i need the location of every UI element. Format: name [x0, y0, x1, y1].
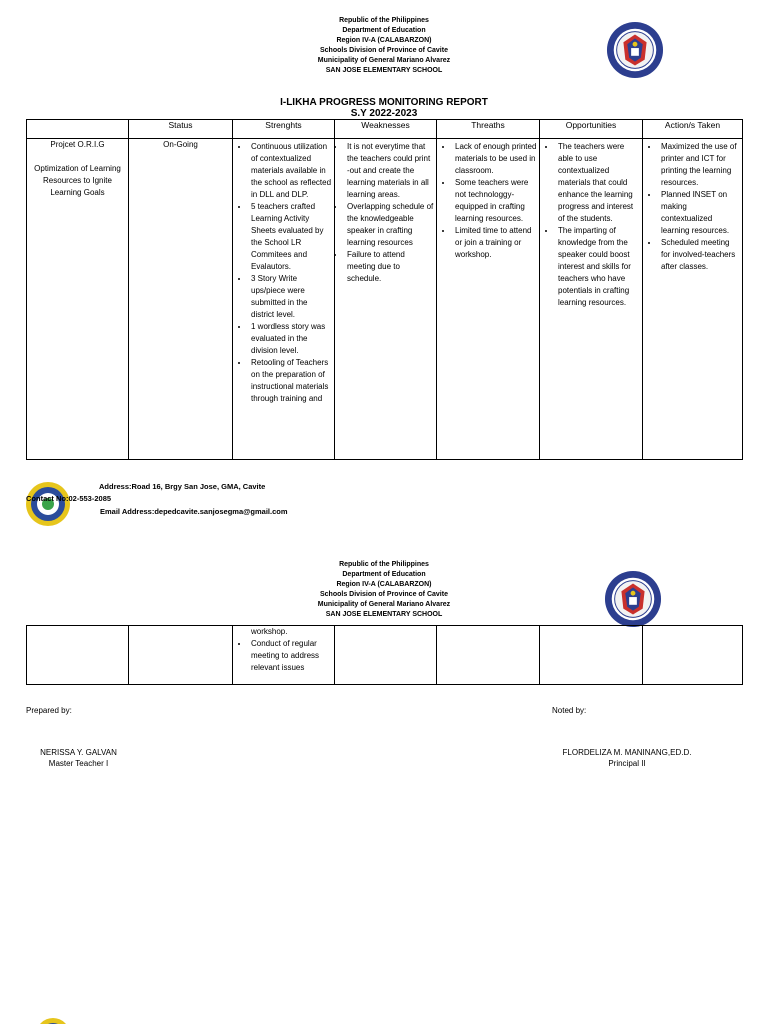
letterhead-line: SAN JOSE ELEMENTARY SCHOOL	[325, 67, 443, 74]
table-header-row	[27, 120, 743, 139]
letterhead-line: Municipality of General Mariano Alvarez	[317, 601, 451, 608]
school-year: S.Y 2022-2023	[350, 108, 418, 119]
list-item: • Maximized the use of printer and ICT for printing the learning resources.	[659, 141, 740, 189]
actions-cell	[643, 626, 743, 685]
letterhead-line: Schools Division of Province of Cavite	[320, 47, 448, 54]
list-item: • Conduct of regular meeting to address relevant issues	[249, 638, 332, 674]
list-item: • Planned INSET on making contextualized learning resources.	[659, 189, 740, 237]
list-item: • Some teachers were not technologgy-equipped in crafting learning resources.	[453, 177, 537, 225]
strengths-cell	[233, 626, 335, 685]
project-name: Projcet O.R.I.G	[50, 140, 105, 149]
prepared-title: Master Teacher I	[48, 759, 109, 768]
list-item: • Failure to attend meeting due to schedule.	[345, 249, 434, 285]
letterhead-line: Region IV-A (CALABARZON)	[336, 581, 432, 588]
progress-table	[26, 119, 743, 460]
column-header: Opportunities	[540, 120, 643, 139]
list-item: • 3 Story Write ups/piece were submitted in the district level.	[249, 273, 332, 321]
letterhead-line: Republic of the Philippines	[339, 561, 429, 568]
column-header: Action/s Taken	[643, 120, 743, 139]
letterhead-line: Republic of the Philippines	[339, 17, 429, 24]
actions-cell	[643, 139, 743, 460]
strengths-cell	[233, 139, 335, 460]
progress-table-continued	[26, 625, 743, 685]
threats-cell	[437, 626, 540, 685]
deped-seal-icon	[606, 21, 664, 79]
list-item: • Overlapping schedule of the knowledgeable speaker in crafting learning resources	[345, 201, 434, 249]
opportunities-cell	[540, 626, 643, 685]
list-item: • The imparting of knowledge from the speaker could boost interest and skills for teachers who have potentials in crafting learning resources.	[556, 225, 640, 309]
weaknesses-cell	[335, 626, 437, 685]
table-row	[27, 626, 743, 685]
prepared-by-label: Prepared by:	[26, 706, 72, 715]
noted-name: FLORDELIZA M. MANINANG,ED.D.	[562, 748, 692, 757]
project-cell	[27, 626, 129, 685]
opportunities-cell	[540, 139, 643, 460]
noted-title: Principal II	[608, 759, 646, 768]
list-item: • The teachers were able to use contextualized materials that could enhance the learning progress and interest of the students.	[556, 141, 640, 225]
letterhead-line: Region IV-A (CALABARZON)	[336, 37, 432, 44]
project-description: Optimization of Learning Resources to Ignite Learning Goals	[34, 164, 121, 197]
noted-by-label: Noted by:	[552, 706, 587, 715]
table-row	[27, 139, 743, 460]
list-item: • Continuous utilization of contextualized materials available in the school as reflected in DLL and DLP.	[249, 141, 332, 201]
column-header: Weaknesses	[335, 120, 437, 139]
letterhead-line: SAN JOSE ELEMENTARY SCHOOL	[325, 611, 443, 618]
letterhead-line: Schools Division of Province of Cavite	[320, 591, 448, 598]
column-header	[27, 120, 129, 139]
list-item: • Retooling of Teachers on the preparation of instructional materials through training and	[249, 357, 332, 405]
status-cell	[129, 626, 233, 685]
footer-address: Address:Road 16, Brgy San Jose, GMA, Cavite	[99, 482, 266, 491]
report-title: I-LIKHA PROGRESS MONITORING REPORT	[280, 97, 488, 108]
letterhead-line: Department of Education	[342, 571, 426, 578]
list-item: • Lack of enough printed materials to be used in classroom.	[453, 141, 537, 177]
list-item: • Scheduled meeting for involved-teachers after classes.	[659, 237, 740, 273]
column-header: Strenghts	[233, 120, 335, 139]
column-header: Threaths	[437, 120, 540, 139]
project-cell	[27, 139, 129, 460]
prepared-name: NERISSA Y. GALVAN	[40, 748, 117, 757]
letterhead-line: Municipality of General Mariano Alvarez	[317, 57, 451, 64]
list-item: • It is not everytime that the teachers could print -out and create the learning materials in all learning areas.	[345, 141, 434, 201]
list-item: • Limited time to attend or join a training or workshop.	[453, 225, 537, 261]
footer-contact: Contact No:02-553-2085	[26, 494, 112, 503]
letterhead-line: Department of Education	[342, 27, 426, 34]
list-item: • 5 teachers crafted Learning Activity Sheets evaluated by the School LR Commitees and Evalautors.	[249, 201, 332, 273]
list-item: workshop.	[251, 627, 288, 636]
status-cell: On-Going	[129, 139, 233, 460]
weaknesses-cell	[335, 139, 437, 460]
list-item: • 1 wordless story was evaluated in the division level.	[249, 321, 332, 357]
footer-email: Email Address:depedcavite.sanjosegma@gmail.com	[100, 507, 288, 516]
threats-cell	[437, 139, 540, 460]
column-header: Status	[129, 120, 233, 139]
school-seal-icon	[25, 481, 71, 527]
school-seal-partial-icon	[36, 1018, 70, 1024]
deped-seal-icon	[604, 570, 662, 628]
